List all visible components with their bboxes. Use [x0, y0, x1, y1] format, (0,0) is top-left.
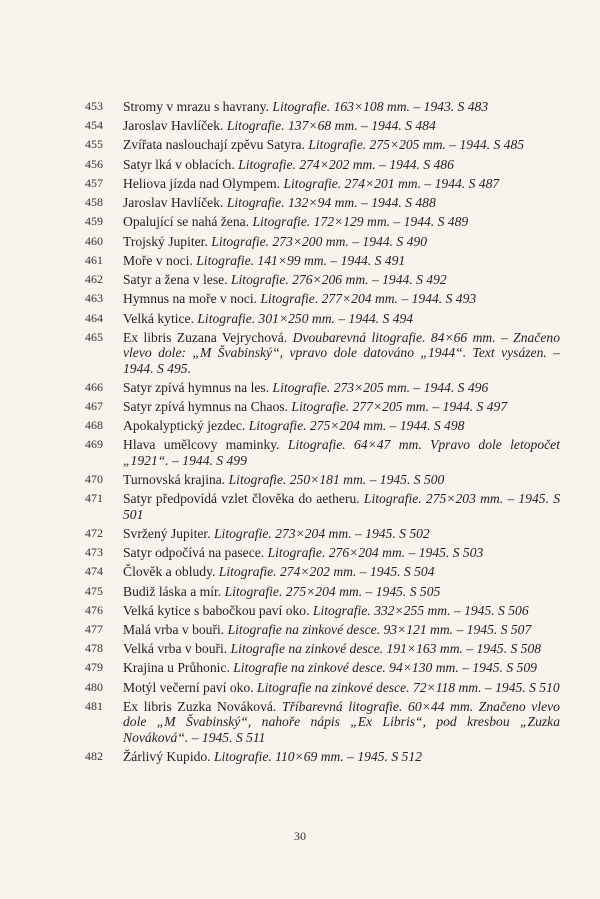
entry-title: Velká kytice.: [123, 310, 194, 326]
catalog-entry: [0, 291, 600, 306]
catalog-entry: [0, 641, 600, 656]
entry-text: [123, 584, 560, 599]
catalog-entry: [0, 526, 600, 541]
entry-text: [123, 603, 560, 618]
entry-details: Litografie. 273×204 mm. – 1945. S 502: [214, 525, 430, 541]
catalog-entry: [0, 137, 600, 152]
entry-details: Tříbarevná litografie. 60×44 mm. Značeno vlevo dole „M Švabinský“, nahoře nápis „Ex Libris“, pod kresbou „Zuzka Nováková“. – 1945. S 511: [123, 698, 560, 745]
catalog-entry: [0, 272, 600, 287]
entry-number: 468: [85, 418, 103, 433]
entry-details: Litografie. 332×255 mm. – 1945. S 506: [312, 602, 529, 618]
catalog-entry: [0, 603, 600, 618]
catalog-entry: [0, 437, 600, 468]
entry-text: [123, 641, 560, 656]
entry-details: Litografie. 276×204 mm. – 1945. S 503: [267, 545, 484, 561]
entry-details: Litografie. 275×204 mm. – 1944. S 498: [248, 418, 465, 434]
entry-number: 466: [85, 379, 103, 394]
entry-title: Ex libris Zuzana Vejrychová.: [123, 329, 288, 345]
entry-details: Litografie na zinkové desce. 191×163 mm. – 1945. S 508: [230, 641, 542, 657]
entry-title: Hymnus na moře v noci.: [123, 291, 258, 307]
entry-text: [123, 399, 560, 414]
entry-title: Budiž láska a mír.: [123, 583, 222, 599]
entry-text: [123, 195, 560, 210]
entry-title: Satyr a žena v lese.: [123, 272, 228, 288]
entry-text: [123, 437, 560, 468]
entry-text: [123, 176, 560, 191]
entry-title: Satyr předpovídá vzlet člověka do aetheru.: [123, 491, 360, 507]
entry-details: Litografie. 64×47 mm. Vpravo dole letopočet „1921“. – 1944. S 499: [123, 437, 560, 468]
catalog-entry: [0, 680, 600, 695]
catalog-entry: [0, 749, 600, 764]
catalog-entry: [0, 253, 600, 268]
entry-title: Hlava umělcovy maminky.: [123, 437, 280, 453]
entry-number: 459: [85, 214, 103, 229]
entry-text: [123, 99, 560, 114]
entry-number: 480: [85, 679, 103, 694]
entry-title: Velká kytice s babočkou paví oko.: [123, 602, 310, 618]
entry-title: Velká vrba v bouři.: [123, 641, 228, 657]
catalog-entry: [0, 118, 600, 133]
entry-text: [123, 749, 560, 764]
entry-text: [123, 253, 560, 268]
entry-details: Litografie. 137×68 mm. – 1944. S 484: [226, 118, 436, 134]
catalog-entry: [0, 157, 600, 172]
entry-number: 478: [85, 641, 103, 656]
entry-number: 465: [85, 329, 103, 344]
catalog-entry: [0, 311, 600, 326]
catalog-entry: [0, 99, 600, 114]
entry-title: Moře v noci.: [123, 252, 193, 268]
entry-text: [123, 472, 560, 487]
entry-title: Turnovská krajina.: [123, 472, 226, 488]
entry-number: 464: [85, 310, 103, 325]
entry-number: 471: [85, 491, 103, 506]
entry-text: [123, 272, 560, 287]
entry-number: 457: [85, 175, 103, 190]
entry-title: Trojský Jupiter.: [123, 233, 208, 249]
entry-title: Zvířata naslouchají zpěvu Satyra.: [123, 137, 305, 153]
entry-text: [123, 311, 560, 326]
entry-number: 461: [85, 252, 103, 267]
entry-number: 481: [85, 698, 103, 713]
catalog-entry: [0, 330, 600, 376]
entry-text: [123, 622, 560, 637]
entry-text: [123, 545, 560, 560]
catalog-entry: [0, 214, 600, 229]
entry-number: 479: [85, 660, 103, 675]
entry-title: Svržený Jupiter.: [123, 525, 211, 541]
entry-details: Litografie. 274×202 mm. – 1944. S 486: [238, 156, 454, 172]
entry-text: [123, 118, 560, 133]
entry-number: 460: [85, 233, 103, 248]
entry-title: Malá vrba v bouři.: [123, 622, 225, 637]
entry-text: [123, 418, 560, 433]
entry-number: 469: [85, 437, 103, 452]
entry-title: Satyr lká v oblacích.: [123, 156, 235, 172]
entry-text: [123, 564, 560, 579]
catalog-entry: [0, 660, 600, 675]
entry-details: Litografie. 132×94 mm. – 1944. S 488: [226, 195, 436, 211]
catalog-entry: [0, 564, 600, 579]
entry-details: Dvoubarevná litografie. 84×66 mm. – Značeno vlevo dole: „M Švabinský“, vpravo dole datováno „1944“. Text vysázen. – 1944. S 495.: [123, 329, 560, 376]
entry-text: [123, 491, 560, 522]
entry-details: Litografie. 110×69 mm. – 1945. S 512: [214, 748, 422, 764]
entry-number: 474: [85, 564, 103, 579]
entry-details: Litografie. 277×205 mm. – 1944. S 497: [291, 398, 508, 414]
catalog-list: [0, 99, 600, 768]
entry-text: [123, 526, 560, 541]
entry-number: 473: [85, 545, 103, 560]
entry-number: 467: [85, 398, 103, 413]
entry-title: Heliova jízda nad Olympem.: [123, 175, 281, 191]
entry-number: 476: [85, 602, 103, 617]
entry-details: Litografie. 250×181 mm. – 1945. S 500: [228, 472, 445, 488]
entry-number: 455: [85, 137, 103, 152]
entry-number: 477: [85, 622, 103, 636]
entry-text: [123, 214, 560, 229]
entry-details: Litografie na zinkové desce. 72×118 mm. – 1945. S 510: [257, 679, 560, 695]
entry-number: 456: [85, 156, 103, 171]
entry-title: Krajina u Průhonic.: [123, 660, 230, 676]
entry-number: 472: [85, 525, 103, 540]
catalog-entry: [0, 176, 600, 191]
entry-text: [123, 699, 560, 745]
entry-details: Litografie. 301×250 mm. – 1944. S 494: [197, 310, 414, 326]
entry-details: Litografie. 274×201 mm. – 1944. S 487: [283, 175, 500, 191]
entry-details: Litografie. 275×204 mm. – 1945. S 505: [224, 583, 441, 599]
entry-details: Litografie. 275×205 mm. – 1944. S 485: [308, 137, 525, 153]
entry-number: 470: [85, 472, 103, 487]
catalog-entry: [0, 545, 600, 560]
catalog-entry: [0, 699, 600, 745]
entry-text: [123, 157, 560, 172]
catalog-entry: [0, 399, 600, 414]
entry-number: 475: [85, 583, 103, 598]
catalog-entry: [0, 234, 600, 249]
entry-number: 458: [85, 195, 103, 210]
entry-details: Litografie. 273×200 mm. – 1944. S 490: [211, 233, 427, 249]
entry-number: 463: [85, 291, 103, 306]
entry-title: Jaroslav Havlíček.: [123, 118, 224, 134]
entry-title: Motýl večerní paví oko.: [123, 679, 254, 695]
entry-number: 462: [85, 272, 103, 287]
entry-text: [123, 660, 560, 675]
entry-details: Litografie na zinkové desce. 93×121 mm. – 1945. S 507: [227, 622, 532, 637]
entry-number: 454: [85, 118, 103, 133]
entry-title: Satyr zpívá hymnus na les.: [123, 379, 270, 395]
entry-title: Žárlivý Kupido.: [123, 748, 211, 764]
entry-text: [123, 234, 560, 249]
entry-title: Satyr zpívá hymnus na Chaos.: [123, 398, 288, 414]
entry-number: 453: [85, 99, 103, 113]
entry-details: Litografie. 141×99 mm. – 1944. S 491: [196, 252, 406, 268]
catalog-entry: [0, 380, 600, 395]
entry-text: [123, 291, 560, 306]
entry-title: Apokalyptický jezdec.: [123, 418, 246, 434]
catalog-entry: [0, 584, 600, 599]
entry-details: Litografie. 276×206 mm. – 1944. S 492: [230, 272, 447, 288]
catalog-entry: [0, 491, 600, 522]
entry-title: Opalující se nahá žena.: [123, 214, 250, 230]
page-number: 30: [294, 829, 306, 843]
entry-details: Litografie. 163×108 mm. – 1943. S 483: [272, 99, 489, 114]
catalog-entry: [0, 472, 600, 487]
entry-text: [123, 380, 560, 395]
entry-title: Člověk a obludy.: [123, 564, 216, 580]
entry-details: Litografie. 275×203 mm. – 1945. S 501: [123, 491, 560, 522]
catalog-entry: [0, 418, 600, 433]
catalog-entry: [0, 195, 600, 210]
catalog-entry: [0, 622, 600, 637]
entry-title: Stromy v mrazu s havrany.: [123, 99, 269, 114]
entry-details: Litografie. 273×205 mm. – 1944. S 496: [272, 379, 489, 395]
entry-text: [123, 330, 560, 376]
entry-text: [123, 137, 560, 152]
entry-title: Ex libris Zuzka Nováková.: [123, 698, 277, 714]
entry-text: [123, 680, 560, 695]
entry-title: Jaroslav Havlíček.: [123, 195, 224, 211]
entry-details: Litografie. 274×202 mm. – 1945. S 504: [218, 564, 435, 580]
entry-number: 482: [85, 748, 103, 763]
entry-details: Litografie. 277×204 mm. – 1944. S 493: [260, 291, 477, 307]
entry-title: Satyr odpočívá na pasece.: [123, 545, 265, 561]
entry-details: Litografie na zinkové desce. 94×130 mm. – 1945. S 509: [233, 660, 537, 676]
entry-details: Litografie. 172×129 mm. – 1944. S 489: [252, 214, 469, 230]
